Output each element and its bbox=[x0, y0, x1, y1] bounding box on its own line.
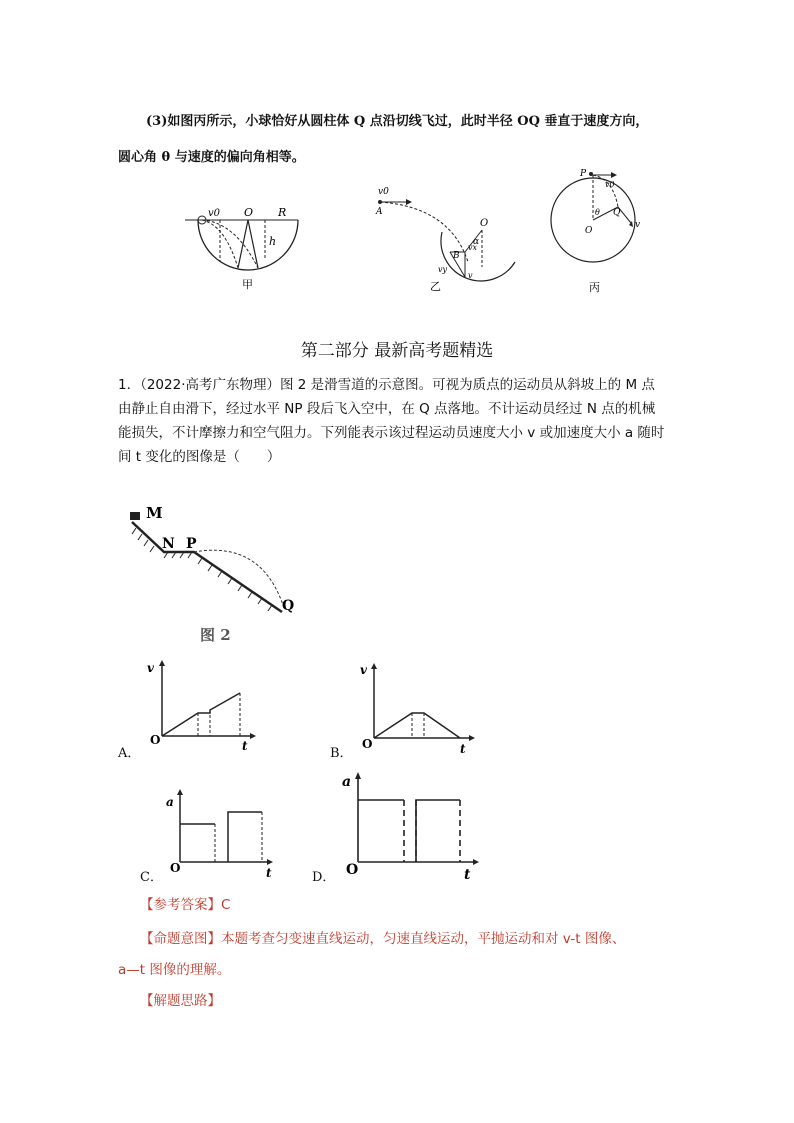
option-c-y: a bbox=[166, 795, 174, 809]
yi-vy: vy bbox=[438, 265, 448, 274]
question-line-3: 能损失，不计摩擦力和空气阻力。下列能表示该过程运动员速度大小 v 或加速度大小 a 随时 bbox=[118, 425, 665, 441]
option-a-label[interactable]: A． bbox=[118, 746, 141, 761]
bing-v: v bbox=[635, 220, 641, 230]
option-a-y: v bbox=[147, 661, 154, 675]
bing-theta: θ bbox=[595, 208, 600, 217]
section-title: 第二部分 最新高考题精选 bbox=[300, 341, 494, 361]
yi-v0: v0 bbox=[378, 187, 389, 197]
bing-O: O bbox=[585, 226, 593, 236]
yi-vx: vx bbox=[468, 243, 478, 252]
option-c-label[interactable]: C． bbox=[140, 870, 163, 885]
figure-jia bbox=[180, 200, 310, 300]
option-c-x: t bbox=[266, 866, 272, 880]
idea-label: 【解题思路】 bbox=[140, 993, 221, 1009]
intent-label: 【命题意图】 bbox=[140, 931, 221, 947]
intent-line-1 bbox=[140, 927, 625, 947]
intro-line-1: (3)如图丙所示，小球恰好从圆柱体 Q 点沿切线飞过，此时半径 OQ 垂直于速度方向， bbox=[146, 114, 649, 129]
bing-P: P bbox=[580, 169, 587, 179]
option-b-y: v bbox=[360, 663, 367, 677]
figure-bing bbox=[545, 165, 665, 295]
jia-v0: v0 bbox=[208, 208, 221, 219]
option-d-x: t bbox=[464, 867, 471, 882]
question-line-2: 由静止自由滑下，经过水平 NP 段后飞入空中，在 Q 点落地。不计运动员经过 N 点的机械 bbox=[118, 401, 656, 417]
answer-line bbox=[140, 893, 230, 913]
yi-O: O bbox=[480, 218, 489, 229]
slope-N: N bbox=[162, 536, 175, 552]
option-c-origin: O bbox=[170, 861, 181, 875]
yi-alpha: α bbox=[473, 237, 480, 247]
bing-v0: v0 bbox=[605, 180, 615, 189]
option-b-x: t bbox=[460, 742, 466, 756]
option-d-origin: O bbox=[346, 862, 359, 878]
jia-caption: 甲 bbox=[242, 278, 253, 291]
intent-line-2: a—t 图像的理解。 bbox=[118, 962, 231, 978]
slope-figure bbox=[122, 500, 307, 650]
answer-label: 【参考答案】 bbox=[140, 897, 221, 913]
option-a-x: t bbox=[242, 739, 248, 753]
bing-Q: Q bbox=[613, 208, 621, 218]
bing-caption: 丙 bbox=[589, 281, 600, 294]
option-d-graph bbox=[312, 766, 482, 882]
slope-M: M bbox=[146, 504, 163, 522]
yi-A: A bbox=[376, 207, 383, 217]
option-b-label[interactable]: B． bbox=[330, 746, 353, 761]
jia-h: h bbox=[269, 235, 277, 248]
option-a-origin: O bbox=[150, 733, 161, 747]
option-d-y: a bbox=[342, 774, 352, 790]
figure-yi bbox=[370, 182, 530, 294]
option-d-label[interactable]: D． bbox=[312, 870, 336, 885]
jia-O: O bbox=[244, 206, 254, 219]
option-b-origin: O bbox=[362, 737, 373, 751]
jia-R: R bbox=[278, 206, 287, 219]
slope-P: P bbox=[186, 536, 197, 552]
slope-caption: 图 2 bbox=[200, 626, 231, 644]
intro-line-2: 圆心角 θ 与速度的偏向角相等。 bbox=[118, 150, 305, 165]
intent-text-1: 本题考查匀变速直线运动，匀速直线运动，平抛运动和对 v-t 图像、 bbox=[221, 931, 626, 947]
slope-Q: Q bbox=[282, 598, 295, 614]
yi-v: v bbox=[468, 271, 473, 280]
option-c-graph bbox=[140, 780, 280, 880]
question-line-4: 间 t 变化的图像是（ ） bbox=[118, 449, 281, 465]
question-line-1: 1．（2022·高考广东物理）图 2 是滑雪道的示意图。可视为质点的运动员从斜坡上的 M 点 bbox=[118, 377, 655, 393]
yi-B: B bbox=[453, 251, 460, 261]
answer-value: C bbox=[221, 897, 231, 913]
yi-caption: 乙 bbox=[430, 280, 441, 293]
